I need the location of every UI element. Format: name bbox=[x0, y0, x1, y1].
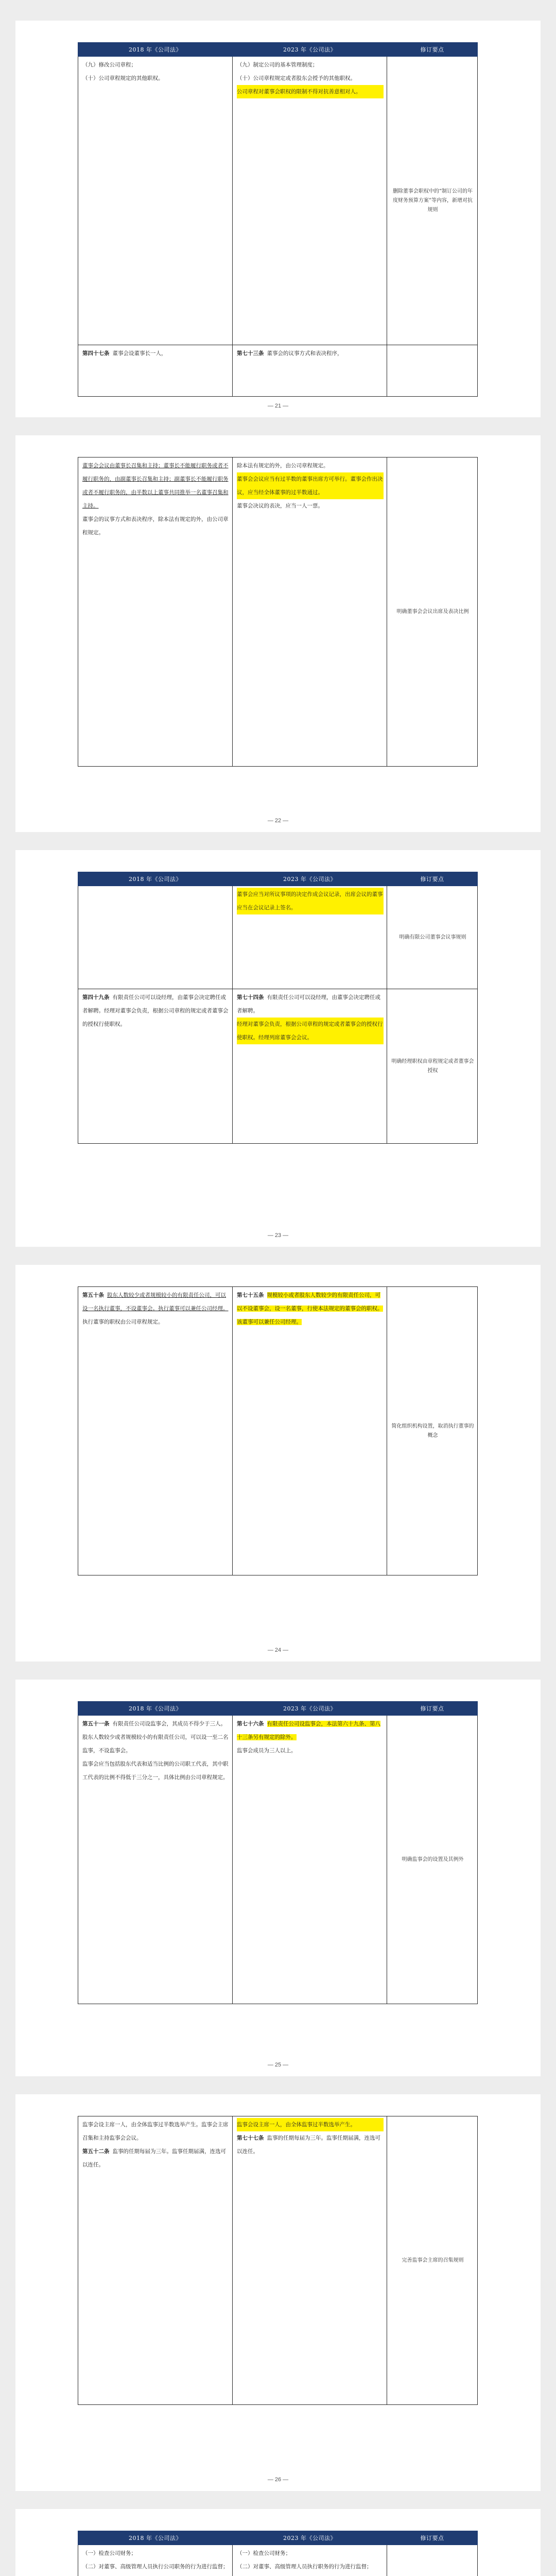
note-cell bbox=[387, 345, 478, 397]
note-text: 明确有限公司董事会议事规则 bbox=[399, 934, 466, 940]
note-cell bbox=[387, 886, 478, 989]
article-number: 第七十七条 bbox=[237, 2135, 264, 2141]
old-law-cell bbox=[78, 1287, 233, 1575]
highlighted-text: 董事会应当对所议事项的决定作成会议记录，出席会议的董事应当在会议记录上签名。 bbox=[237, 888, 384, 914]
highlighted-text: 公司章程对董事会职权的限制不得对抗善意相对人。 bbox=[237, 85, 384, 98]
comparison-table bbox=[78, 2116, 478, 2405]
article-number: 第七十六条 bbox=[237, 1721, 264, 1727]
article-number: 第五十二条 bbox=[82, 2148, 110, 2155]
article-number: 第七十四条 bbox=[237, 994, 264, 1001]
text-line: （十）公司章程规定的其他职权。 bbox=[82, 75, 164, 81]
text-line: （九）制定公司的基本管理制度； bbox=[237, 62, 318, 68]
note-text: 简化组织机构设置，取消执行董事的概念 bbox=[391, 1423, 474, 1438]
column-header-2018: 2018 年《公司法》 bbox=[78, 43, 233, 57]
note-text: 明确董事会会议出席及表决比例 bbox=[396, 608, 469, 615]
note-text: 删除董事会职权中的“制订公司的年度财务预算方案”等内容，新增对抗规则 bbox=[392, 188, 473, 213]
column-header-2023: 2023 年《公司法》 bbox=[233, 1702, 387, 1716]
text-line: 执行董事的职权由公司章程规定。 bbox=[82, 1319, 164, 1325]
column-header-notes: 修订要点 bbox=[387, 43, 478, 57]
article-number: 第七十三条 bbox=[237, 350, 264, 357]
new-law-cell bbox=[233, 457, 387, 767]
document-page-4 bbox=[15, 1265, 541, 1662]
new-law-cell bbox=[233, 1287, 387, 1575]
old-law-cell bbox=[78, 345, 233, 397]
article-number: 第七十五条 bbox=[237, 1292, 264, 1298]
highlighted-text: 规模较小或者股东人数较少的有限责任公司，可以不设董事会，设一名董事，行使本法规定的董事会的职权。该董事可以兼任公司经理。 bbox=[237, 1292, 383, 1325]
new-law-cell bbox=[233, 989, 387, 1144]
note-text: 明确监事会的设置及其例外 bbox=[402, 1856, 464, 1862]
highlighted-text: 董事会会议应当有过半数的董事出席方可举行。董事会作出决议，应当经全体董事的过半数通过。 bbox=[237, 472, 384, 499]
document-page-3 bbox=[15, 850, 541, 1247]
text-line: 监事会应当包括股东代表和适当比例的公司职工代表，其中职工代表的比例不得低于三分之一，具体比例由公司章程规定。 bbox=[82, 1761, 229, 1781]
column-header-2023: 2023 年《公司法》 bbox=[233, 872, 387, 886]
text-line: 监事的任期每届为三年。监事任期届满，连选可以连任。 bbox=[82, 2148, 226, 2168]
column-header-notes: 修订要点 bbox=[387, 1702, 478, 1716]
new-law-cell bbox=[233, 2545, 387, 2576]
column-header-notes: 修订要点 bbox=[387, 2531, 478, 2545]
document-page-6 bbox=[15, 2094, 541, 2491]
column-header-2018: 2018 年《公司法》 bbox=[78, 1702, 233, 1716]
document-page-5 bbox=[15, 1680, 541, 2076]
comparison-table bbox=[78, 1701, 478, 2004]
text-line: （二）对董事、高级管理人员执行职务的行为进行监督； bbox=[237, 2564, 372, 2570]
old-law-cell bbox=[78, 457, 233, 767]
note-text: 明确经理职权由章程规定或者董事会授权 bbox=[391, 1058, 474, 1074]
note-cell bbox=[387, 1287, 478, 1575]
article-number: 第四十七条 bbox=[82, 350, 110, 357]
column-header-2018: 2018 年《公司法》 bbox=[78, 2531, 233, 2545]
column-header-2023: 2023 年《公司法》 bbox=[233, 2531, 387, 2545]
text-line: （十）公司章程规定或者股东会授予的其他职权。 bbox=[237, 75, 356, 81]
page-number: — 26 — bbox=[267, 2477, 289, 2483]
note-cell bbox=[387, 989, 478, 1144]
old-law-cell bbox=[78, 2116, 233, 2405]
page-number: — 21 — bbox=[267, 403, 289, 409]
comparison-table bbox=[78, 457, 478, 767]
text-line: 董事会设董事长一人， bbox=[112, 350, 167, 357]
document-page-2 bbox=[15, 435, 541, 832]
column-header-2018: 2018 年《公司法》 bbox=[78, 872, 233, 886]
text-line: 董事会的议事方式和表决程序，除本法有规定的外，由公司章程规定。 bbox=[82, 516, 229, 536]
note-text: 完善监事会主席的召集规则 bbox=[402, 2257, 464, 2263]
new-law-cell bbox=[233, 886, 387, 989]
text-line: 有限责任公司可以设经理，由董事会决定聘任或者解聘。 bbox=[237, 994, 380, 1014]
text-line: 股东人数较少或者规模较小的有限责任公司，可以设一名执行董事，不设董事会。执行董事可以兼任公司经理。 bbox=[82, 1292, 229, 1312]
column-header-notes: 修订要点 bbox=[387, 872, 478, 886]
page-number: — 24 — bbox=[267, 1647, 289, 1653]
old-law-cell bbox=[78, 1716, 233, 2004]
highlighted-text: 经理对董事会负责，根据公司章程的规定或者董事会的授权行使职权。经理列席董事会会议。 bbox=[237, 1018, 384, 1044]
text-line: （九）修改公司章程； bbox=[82, 62, 136, 68]
text-line: 监事的任期每届为三年。监事任期届满，连选可以连任。 bbox=[237, 2135, 380, 2155]
new-law-cell bbox=[233, 57, 387, 345]
highlighted-text: 有限责任公司设监事会，本法第六十九条、第八十三条另有规定的除外。 bbox=[237, 1721, 380, 1740]
document-page-1 bbox=[15, 21, 541, 417]
note-cell bbox=[387, 2545, 478, 2576]
new-law-cell bbox=[233, 2116, 387, 2405]
text-line: 有限责任公司设监事会，其成员不得少于三人。股东人数较少或者规模较小的有限责任公司，可以设一至二名监事，不设监事会。 bbox=[82, 1721, 229, 1754]
article-number: 第五十一条 bbox=[82, 1721, 110, 1727]
comparison-table bbox=[78, 2531, 478, 2576]
document-page-7 bbox=[15, 2509, 541, 2576]
text-line: （二）对董事、高级管理人员执行公司职务的行为进行监督； bbox=[82, 2564, 229, 2570]
page-number: — 22 — bbox=[267, 818, 289, 824]
text-line: 董事会决议的表决，应当一人一票。 bbox=[237, 503, 323, 509]
text-line: 监事会成员为三人以上。 bbox=[237, 1748, 297, 1754]
note-cell bbox=[387, 57, 478, 345]
page-number: — 23 — bbox=[267, 1232, 289, 1239]
text-line: 有限责任公司可以设经理，由董事会决定聘任或者解聘。经理对董事会负责，根据公司章程的规定或者董事会的授权行使职权。 bbox=[82, 994, 229, 1027]
text-line: 董事会会议由董事长召集和主持；董事长不能履行职务或者不履行职务的，由副董事长召集和主持；副董事长不能履行职务或者不履行职务的，由半数以上董事共同推举一名董事召集和主持。 bbox=[82, 463, 229, 509]
text-line: （一）检查公司财务； bbox=[237, 2550, 291, 2556]
text-line: （一）检查公司财务； bbox=[82, 2550, 136, 2556]
comparison-table bbox=[78, 872, 478, 1144]
article-number: 第四十九条 bbox=[82, 994, 110, 1001]
new-law-cell bbox=[233, 345, 387, 397]
comparison-table bbox=[78, 42, 478, 397]
text-line: 董事会的议事方式和表决程序， bbox=[267, 350, 343, 357]
note-cell bbox=[387, 2116, 478, 2405]
column-header-2023: 2023 年《公司法》 bbox=[233, 43, 387, 57]
text-line: 除本法有规定的外，由公司章程规定。 bbox=[237, 463, 329, 469]
old-law-cell bbox=[78, 57, 233, 345]
text-line bbox=[82, 2573, 229, 2576]
page-number: — 25 — bbox=[267, 2062, 289, 2068]
text-line: 监事会设主席一人，由全体监事过半数选举产生。监事会主席召集和主持监事会会议。 bbox=[82, 2122, 229, 2141]
note-cell bbox=[387, 457, 478, 767]
note-cell bbox=[387, 1716, 478, 2004]
old-law-cell bbox=[78, 989, 233, 1144]
old-law-cell bbox=[78, 2545, 233, 2576]
old-law-cell bbox=[78, 886, 233, 989]
article-number: 第五十条 bbox=[82, 1292, 104, 1298]
highlighted-text: 监事会设主席一人，由全体监事过半数选举产生。 bbox=[237, 2118, 384, 2131]
comparison-table bbox=[78, 1286, 478, 1575]
new-law-cell bbox=[233, 1716, 387, 2004]
